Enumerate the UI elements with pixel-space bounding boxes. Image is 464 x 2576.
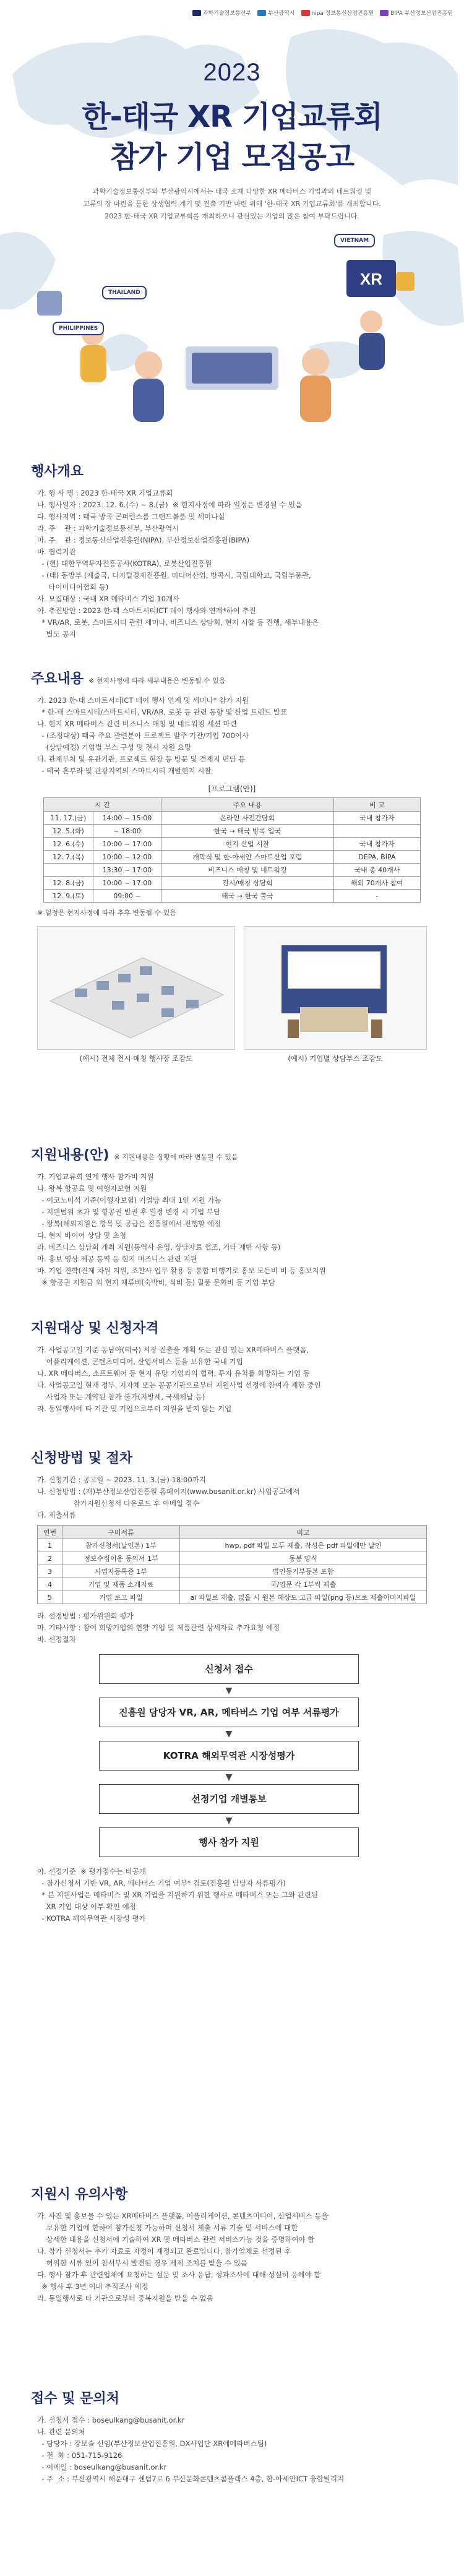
example-photos [37,926,427,1063]
text-line: 다. 행사지역 : 태국 방콕 콘퍼런스룸 그랜드볼룸 및 세미나실 [37,512,225,521]
text-line: 참가지원신청서 다운로드 후 이메일 접수 [37,1499,199,1508]
sign-vietnam: VIETNAM [334,234,375,247]
apply-lines [0,1474,464,1521]
flow-step: 행사 참가 지원 [99,1827,359,1857]
overview-lines [0,487,464,640]
table-header: 비 고 [333,798,420,812]
table-row [38,1565,427,1578]
hall-floorplan-image [37,926,235,1050]
selection-flowchart [99,1654,359,1857]
text-line: 다. 제출서류 [37,1511,76,1519]
flow-arrow-icon: ▼ [225,1772,233,1782]
contact-lines [0,2415,464,2485]
table-cell: 태국 → 한국 출국 [161,890,334,903]
logo-nipa: nipa 정보통신산업진흥원 [301,9,374,17]
section-apply [0,1448,464,1925]
text-line: 나. 관련 문의처 [37,2428,85,2436]
text-line: - 이코노미석 기준(이행자보험) 기업당 최대 1인 지원 가능 [37,1196,221,1204]
section-title: 지원대상 및 신청자격 [31,1321,159,1336]
intro-line: 교류의 장 마련을 통한 상생협력 계기 및 진출 기반 마련 위해 '한-태국 XR 기업교류회'를 개최합니다. [83,200,381,208]
text-line: 나. 현지 XR 메타버스 관련 비즈니스 매칭 및 네트워킹 세션 마련 [37,719,237,728]
text-line: - 왕복(해외지원은 항목 및 공급은 진흥원에서 진행할 예정 [37,1219,221,1228]
text-line: 다. 현지 바이어 상담 및 초청 [37,1231,127,1240]
logo-bipa: BIPA 부산정보산업진흥원 [380,9,453,17]
text-line: 라. 선정방법 : 평가위원회 평가 [37,1612,134,1620]
hero-banner [0,0,464,445]
table-header: 주요 내용 [161,798,334,812]
table-row [44,890,421,903]
table-cell: 국내 참가자 [333,812,420,825]
eligibility-lines [0,1344,464,1415]
table-cell: 3 [38,1565,62,1578]
table-cell: 12. 5.(화) [44,825,93,838]
table-cell: 온라인 사전간담회 [161,812,334,825]
section-eligibility [0,1318,464,1415]
text-line: 나. 행사일자 : 2023. 12. 6.(수) ~ 8.(금) ※ 현지사정에 따라 일정은 변경될 수 있음 [37,500,303,509]
logo-busan: 부산광역시 [257,9,294,17]
table-cell: 2 [38,1552,62,1565]
table-cell: 4 [38,1578,62,1591]
text-line: - 이메일 : boseulkang@busanit.or.kr [37,2463,167,2471]
table-cell: 국내 참가자 [333,838,420,851]
text-line: 사업자 또는 계약된 참가 불가(지방세, 국세체납 등) [37,1393,205,1401]
section-main-content [0,668,464,1063]
sponsor-logos [192,9,453,17]
text-line: 나. XR 메타버스, 소프트웨어 등 현지 유망 기업과의 협력, 투자 유치를 희망하는 기업 등 [37,1369,310,1378]
apply-criteria-lines [0,1866,464,1925]
text-line: 다. 사업공고일 현재 정부, 지자체 또는 공공기관으로부터 지원사업 선정에 참여가 제한 중인 [37,1381,321,1389]
text-line: - 담당자 : 강보슬 선임(부산정보산업진흥원, DX사업단 XR에메타버스팀) [37,2439,267,2448]
text-line: 바. 기업 견학(견제 차원 지원, 조찬사 업무 활용 등 통합 비행기로 홍보 모든비 비 등 홍보지원 [37,1266,326,1275]
table-cell: 국내 총 40개사 [333,864,420,877]
documents-table [37,1525,427,1604]
table-cell: 비즈니스 매칭 및 네트워킹 [161,864,334,877]
sign-thailand: THAILAND [102,286,147,299]
text-line: 바. 선정절차 [37,1635,76,1644]
table-row [38,1539,427,1552]
program-table [43,797,421,903]
flow-step: 신청서 접수 [99,1654,359,1684]
text-line: 가. 2023 한-태 스마트시티ICT 데이 행사 연계 및 세미나* 참가 지원 [37,696,249,705]
section-title: 주요내용 ※ 현지사정에 따라 세부내용은 변동될 수 있음 [31,671,226,687]
table-header: 구비서류 [62,1526,180,1539]
text-line: 타이미디어협회 등) [37,583,109,591]
text-line: * VR/AR, 로봇, 스마트시티 관련 세미나, 비즈니스 상담회, 현지 시찰 등 진행, 세부내용은 [37,618,319,627]
section-title: 접수 및 문의처 [31,2391,119,2406]
section-note: ※ 지원내용은 상황에 따라 변동될 수 있음 [114,1153,238,1161]
sign-philippines: PHILIPPINES [53,322,104,335]
table-cell: 13:30 ~ 17:00 [93,864,161,877]
text-line: 가. 행 사 명 : 2023 한-태국 XR 기업교류회 [37,489,173,497]
text-line: 아. 추진방안 : 2023 한-태 스마트시티ICT 데이 행사와 연계*하여 추진 [37,606,256,615]
photo-caption: (예시) 기업별 상담부스 조감도 [288,1054,383,1063]
text-line: 허위한 서류 있이 참서부서 발견된 경우 제제 조치를 받을 수 있음 [37,2259,248,2267]
flow-arrow-icon: ▼ [225,1816,233,1826]
section-title: 지원내용(안) ※ 지원내용은 상황에 따라 변동될 수 있음 [31,1148,238,1163]
table-cell: 전시/매칭 상담회 [161,877,334,890]
table-cell: 국/영문 각 1부씩 제출 [180,1578,427,1591]
text-line: 나. 신청방법 : (재)부산정보산업진흥원 홈페이지(www.busanit.or.kr) 사업공고에서 [37,1487,300,1496]
text-line: 가. 사전 및 홍보물 수 있는 XR메타버스 플랫폼, 어플리케이션, 콘텐츠미디어, 산업서비스 등을 [37,2212,329,2220]
table-cell: 11. 17.(금) [44,812,93,825]
text-line: 라. 주 관 : 과학기술정보통신부, 부산광역시 [37,524,179,533]
event-year: 2023 [203,59,261,86]
section-cautions [0,2184,464,2304]
text-line: 가. 사업공고일 기준 동남아(태국) 시장 진출을 계획 또는 관심 있는 XR메타버스 플랫폼, [37,1346,309,1354]
page-title-line2: 참가 기업 모집공고 [110,140,354,174]
table-cell: 09:00 ~ [93,890,161,903]
flow-step: KOTRA 해외무역관 시장성평가 [99,1741,359,1771]
table-cell: 5 [38,1591,62,1604]
intro-line: 2023 한-태국 XR 기업교류회를 개최하오니 관심있는 기업의 많은 참여 부탁드립니다. [105,212,359,220]
table-cell: ~ 18:00 [93,825,161,838]
section-contact [0,2388,464,2485]
table-cell: 10:00 ~ 12:00 [93,851,161,864]
cautions-lines [0,2210,464,2304]
flow-arrow-icon: ▼ [225,1729,233,1739]
text-line: 가. 기업교류회 연계 행사 참가비 지원 [37,1172,154,1181]
table-cell: 기업 로고 파일 [62,1591,180,1604]
svg-text:XR: XR [359,270,383,288]
text-line: 마. 기타사항 : 참여 희망기업의 현황 기업 및 제품관련 상세자료 추가요청 예정 [37,1623,280,1632]
text-line: 바. 협력기관 [37,547,76,556]
table-cell: 한국 → 태국 방콕 입국 [161,825,334,838]
program-caption: [프로그램(안)] [208,784,256,793]
table-cell: 12. 7.(목) [44,851,93,864]
text-line: 나. 참가 신청서는 추가 자료로 자정이 재정되고 완료입니다, 참가업체로 선정된 후 [37,2247,291,2256]
support-lines [0,1171,464,1289]
text-line: 사. 모집대상 : 국내 XR 메타버스 기업 10개사 [37,595,180,603]
text-line: 보유한 기업에 한하여 참가신청 가능하며 신청서 제출 서류 기술 및 서비스에 대한 [37,2223,298,2232]
table-header: 비고 [180,1526,427,1539]
text-line: - 지원범위 초과 및 항공권 발권 후 일정 변경 시 기업 부담 [37,1208,221,1216]
table-row [38,1552,427,1565]
text-line: ※ 항공권 지원금 외 현지 체류비(숙박비, 식비 등) 필품 문화비 등 기업 부담 [37,1278,275,1287]
section-support [0,1144,464,1289]
table-footnote: ※ 일정은 현지사정에 따라 추후 변동될 수 있음 [37,909,176,917]
text-line: - 전 화 : 051-715-9126 [37,2451,122,2460]
booth-image [244,926,427,1050]
table-cell: hwp, pdf 파일 모두 제출, 작성은 pdf 파일에만 날인 [180,1539,427,1552]
table-cell: 10:00 ~ 17:00 [93,877,161,890]
text-line: 어플리케이션, 콘텐츠미디어, 산업서비스 등을 보유한 국내 기업 [37,1357,243,1366]
logo-msit: 과학기술정보통신부 [192,9,251,17]
text-line: (상담예정) 기업별 부스 구성 및 전시 지원 요망 [37,743,192,752]
table-cell: 해외 70개사 참여 [333,877,420,890]
text-line: 라. 비즈니스 상담회 개최 지원(통역사 운영, 상담자료 협조, 기타 제반 사항 등) [37,1243,281,1252]
table-cell: 개막식 및 한-아세안 스마트산업 포럼 [161,851,334,864]
flow-step: 진흥원 담당자 VR, AR, 메타버스 기업 여부 서류평가 [99,1698,359,1727]
text-line: 라. 동일행사로 타 기관으로부터 중복지원을 받을 수 없음 [37,2294,213,2303]
table-cell: 1 [38,1539,62,1552]
text-line: 마. 주 관 : 정보통신산업진흥원(NIPA), 부산정보산업진흥원(BIPA) [37,536,250,544]
section-overview [0,461,464,640]
text-line: - (현) 대한무역투자진흥공사(KOTRA), 로봇산업진흥원 [37,559,212,568]
photo-caption: (예시) 전체 전시·매칭 행사장 조감도 [79,1054,193,1063]
table-cell: DEPA, BIPA [333,851,420,864]
main-content-lines [0,695,464,777]
table-cell: - [333,890,420,903]
text-line: 가. 신청서 접수 : boseulkang@busanit.or.kr [37,2416,185,2424]
text-line: - 참가신청서 기반 VR, AR, 메타버스 기업 여부* 검토(진흥원 담당자 서류평가) [37,1879,286,1887]
flow-step: 선정기업 개별통보 [99,1784,359,1814]
text-line: XR 기업 대상 여부 확인 예정 [37,1902,136,1911]
table-cell: 참가신청서(날인본) 1부 [62,1539,180,1552]
text-line: 나. 왕복 항공료 및 여행자보험 지원 [37,1184,147,1193]
intro-line: 과학기술정보통신부와 부산광역시에서는 태국 소재 다양한 XR 메타버스 기업과의 네트워킹 및 [92,187,372,195]
text-line: - 태국 흔부라 및 관광지역의 스마트시티 개발현지 시찰 [37,766,212,775]
table-cell [333,825,420,838]
text-line: - (태) 동방부 (제출국, 디지털경제진흥원, 미디어산업, 방콕시, 국립대학교, 국립부품관, [37,571,311,580]
table-cell: 정보수집이용 동의서 1부 [62,1552,180,1565]
table-cell: 10:00 ~ 17:00 [93,838,161,851]
table-cell [44,864,93,877]
table-cell: 14:00 ~ 15:00 [93,812,161,825]
text-line: - (조정대상) 태국 주요 관련분야 프로젝트 발주 기관/기업 700여사 [37,731,249,740]
table-cell: 12. 9.(토) [44,890,93,903]
table-cell: ai 파일로 제출, 없을 시 원본 해상도 고급 파일(png 등)으로 제출이미지파일 [180,1591,427,1604]
text-line: 별도 공지 [37,630,76,638]
text-line: ※ 행사 후 3년 이내 추적조사 예정 [37,2282,148,2291]
table-row [38,1591,427,1604]
page-title-line1: 한-태국 XR 기업교류회 [82,100,382,134]
table-cell: 동봉 양식 [180,1552,427,1565]
table-row [44,877,421,890]
flow-arrow-icon: ▼ [225,1686,233,1696]
photo-booth [244,926,427,1063]
table-row [44,812,421,825]
text-line: 마. 홍보 영상 제공 통역 등 현지 비즈니스 관련 지원 [37,1255,197,1263]
table-row [38,1578,427,1591]
table-cell: 사업자등록증 1부 [62,1565,180,1578]
table-row [44,864,421,877]
text-line: - KOTRA 해외무역관 시장성 평가 [37,1914,146,1923]
table-cell: 기업 및 제품 소개자료 [62,1578,180,1591]
section-title: 지원시 유의사항 [31,2187,128,2202]
table-header: 시 간 [44,798,161,812]
section-title: 행사개요 [31,464,84,479]
text-line: 다. 행사 참가 후 관련업체에 요청하는 설문 및 조사 응답, 성과조사에 대해 성실히 응해야 함 [37,2270,321,2279]
table-row [44,851,421,864]
apply-lines [0,1610,464,1646]
text-line: 상세한 내용을 신청서에 기술하여 XR 및 메타버스 관련 서비스가능 것을 증명하여야 함 [37,2235,315,2244]
section-title: 신청방법 및 절차 [31,1451,133,1466]
table-row [44,838,421,851]
text-line: * 한-태 스마트시티/스마트시티, VR/AR, 로봇 등 관련 동향 및 산업 트렌드 발표 [37,708,288,716]
table-cell: 법인등기부등본 포함 [180,1565,427,1578]
text-line: 다. 관계부처 및 유관기관, 프로젝트 현장 등 방문 및 견제지 면담 등 [37,755,246,763]
text-line: 가. 신청기간 : 공고일 ~ 2023. 11. 3.(금) 18:00까지 [37,1475,206,1484]
table-cell: 현지 산업 시찰 [161,838,334,851]
table-cell: 12. 8.(금) [44,877,93,890]
table-row [44,825,421,838]
text-line: 라. 동일행사에 타 기관 및 기업으로부터 지원을 받지 않는 기업 [37,1404,232,1413]
text-line: 아. 선정기준 ※ 평가점수는 비공개 [37,1867,146,1876]
text-line: - 주 소 : 부산광역시 해운대구 센텀7로 6 부산문화콘텐츠콤플렉스 4층, 한-아세안ICT 융합빌리지 [37,2475,345,2483]
table-cell: 12. 6.(수) [44,838,93,851]
photo-hall [37,926,235,1063]
intro-text [71,186,393,223]
section-note: ※ 현지사정에 따라 세부내용은 변동될 수 있음 [88,677,226,685]
table-header: 연번 [38,1526,62,1539]
text-line: * 본 지원사업은 메타버스 및 XR 기업을 지원하기 위한 행사로 메타버스 또는 그와 관련된 [37,1891,319,1899]
